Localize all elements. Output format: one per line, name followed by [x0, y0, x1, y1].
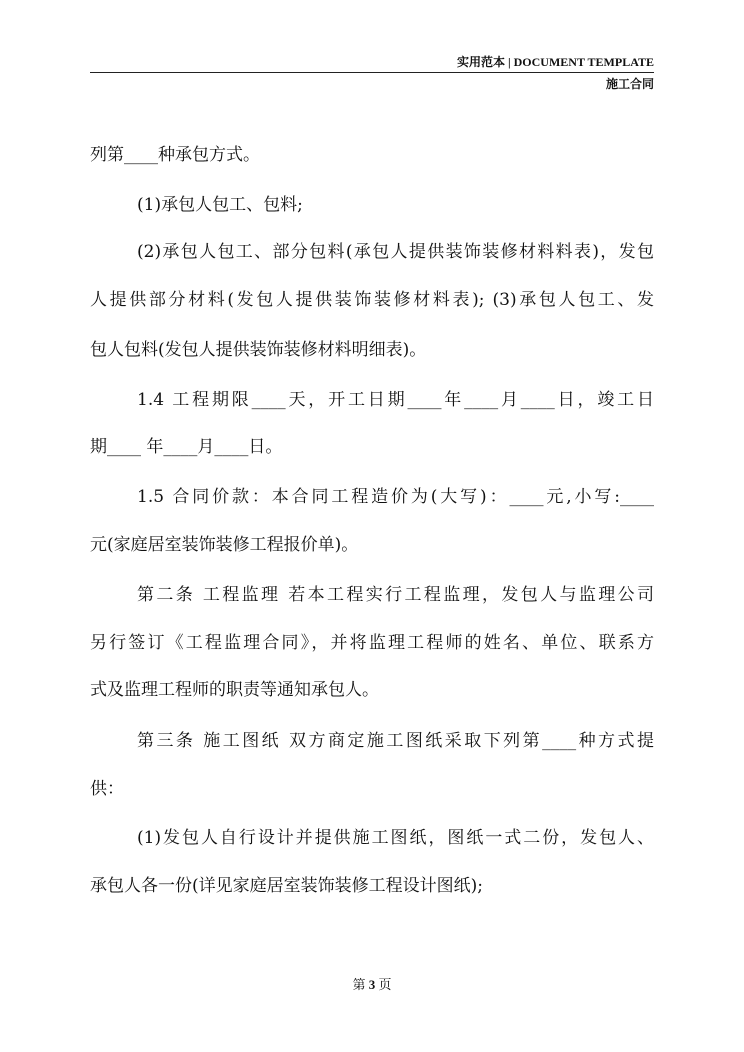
header-brand: 实用范本 | DOCUMENT TEMPLATE [457, 55, 654, 69]
body-line: 另行签订《工程监理合同》，并将监理工程师的姓名、单位、联系方 [90, 633, 654, 653]
body-line: 第三条 施工图纸 双方商定施工图纸采取下列第____种方式提 [137, 731, 654, 751]
body-line: 元(家庭居室装饰装修工程报价单)。 [90, 535, 359, 555]
body-line: 列第____种承包方式。 [90, 145, 260, 165]
body-line: 第二条 工程监理 若本工程实行工程监理，发包人与监理公司 [137, 585, 654, 605]
page-number-prefix: 第 [352, 977, 366, 992]
body-line: 期____ 年____月____日。 [90, 437, 283, 457]
body-line: (1)发包人自行设计并提供施工图纸，图纸一式二份，发包人、 [137, 828, 654, 848]
body-line: 1.5 合同价款：本合同工程造价为(大写)：____元,小写:____ [137, 487, 654, 507]
page-number-footer [0, 976, 744, 994]
header-divider [90, 72, 654, 73]
body-line: 供： [90, 779, 124, 799]
body-line: (2)承包人包工、部分包料(承包人提供装饰装修材料料表)，发包 [137, 242, 654, 262]
body-line: (1)承包人包工、包料; [137, 195, 303, 215]
body-line: 承包人各一份(详见家庭居室装饰装修工程设计图纸); [90, 876, 483, 896]
body-line: 包人包料(发包人提供装饰装修材料明细表)。 [90, 340, 427, 360]
page-number-suffix: 页 [378, 977, 392, 992]
body-line: 式及监理工程师的职责等通知承包人。 [90, 680, 379, 700]
body-line: 人提供部分材料(发包人提供装饰装修材料表); (3)承包人包工、发 [90, 290, 654, 310]
body-line: 1.4 工程期限____天，开工日期____年____月____日，竣工日 [137, 390, 654, 410]
header-doc-title: 施工合同 [605, 77, 654, 91]
page-number: 3 [368, 977, 376, 992]
